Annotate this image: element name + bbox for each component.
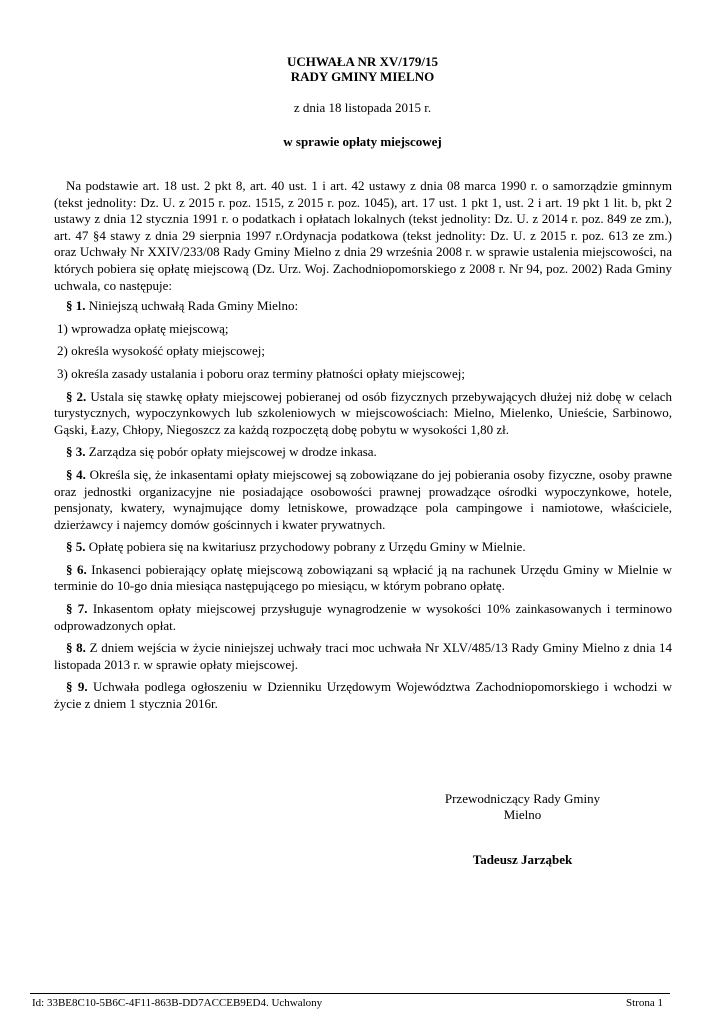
document-body [54,178,672,713]
section-3 [54,444,672,461]
section-5 [54,539,672,556]
section-text: Inkasenci pobierający opłatę miejscową zobowiązani są wpłacić ją na rachunek Urzędu Gminy w Mielnie w terminie do 10-go dnia miesiąca następującego po miesiącu, w którym pobrano opłatę. [54,561,673,594]
list-item: 1) wprowadza opłatę miejscową; [57,320,229,336]
signatory-role: Przewodniczący Rady Gminy [444,791,601,806]
section-label: § 3. [66,444,86,460]
section-1 [54,298,672,315]
section-label: § 7. [66,601,88,617]
legal-basis-paragraph: Na podstawie art. 18 ust. 2 pkt 8, art. 40 ust. 1 i art. 42 ustawy z dnia 08 marca 1990 r. o samorządzie gminnym (tekst jednolity: Dz. U. z 2015 r. poz. 1515, z 2015 r. poz. 1045), art. 17 ust. 1 pkt 1, ust. 2 i art. 19 pkt 1 lit. b, pkt 2 ustawy z dnia 12 stycznia 1991 r. o podatkach i opłatach lokalnych (tekst jednolity: Dz. U. z 2014 r. poz. 849 ze zm.), art. 47 §4 stawy z dnia 29 sierpnia 1997 r.Ordynacja podatkowa (tekst jednolity: Dz. U. z 2015 r. poz. 613 ze zm.) oraz Uchwały Nr XXIV/233/08 Rady Gminy Mielno z dnia 29 września 2008 r. w sprawie ustalenia miejscowości, na których pobiera się opłatę miejscową (Dz. Urz. Woj. Zachodniopomorskiego z 2008 r. Nr 94, poz. 2002) Rada Gminy uchwala, co następuje: [54,178,672,293]
section-7 [54,601,672,634]
section-text: Z dniem wejścia w życie niniejszej uchwały traci moc uchwała Nr XLV/485/13 Rady Gminy Mielno z dnia 14 listopada 2013 r. w sprawie opłaty miejscowej. [54,640,673,672]
section-label: § 9. [66,679,88,695]
section-label: § 1. [66,298,86,314]
council-name: RADY GMINY MIELNO [290,69,435,84]
section-text: Opłatę pobiera się na kwitariusz przychodowy pobrany z Urzędu Gminy w Mielnie. [88,539,526,555]
section-label: § 8. [66,640,86,656]
section-text: Ustala się stawkę opłaty miejscowej pobieranej od osób fizycznych przebywających dłużej niż dobę w celach turystycznych, wypoczynkowych lub szkoleniowych w miejscowościach: Mielno, Mielenko, Unieście, Sarbinowo, Gąski, Łazy, Chłopy, Niegoszcz za każdą rozpoczętą dobę pobytu w wysokości 1,80 zł. [54,388,673,437]
list-item: 3) określa zasady ustalania i poboru oraz terminy płatności opłaty miejscowej; [57,365,465,381]
footer-divider [30,993,670,994]
section-text: Określa się, że inkasentami opłaty miejscowej są zobowiązane do jej pobierania osoby fizyczne, osoby prawne oraz jednostki organizacyjne nie posiadające osobowości prawnej prowadzące ośrodki wypoczynkowe, hotele, pensjonaty, kwatery, wynajmujące domy letniskowe, prowadzące pola campingowe i namiotowe, właściciele, dzierżawcy i najemcy domów gościnnych i kwater prywatnych. [54,466,673,532]
resolution-title: UCHWAŁA NR XV/179/15 [287,54,438,69]
list-item: 2) określa wysokość opłaty miejscowej; [57,343,265,359]
resolution-date: z dnia 18 listopada 2015 r. [293,100,432,115]
section-8 [54,640,672,673]
document-id: Id: 33BE8C10-5B6C-4F11-863B-DD7ACCEB9ED4. Uchwalony [32,997,323,1009]
section-9 [54,679,672,712]
section-2 [54,389,672,439]
resolution-subject: w sprawie opłaty miejscowej [283,134,442,149]
section-4 [54,467,672,533]
signatory-name: Tadeusz Jarząbek [472,852,573,867]
section-text: Zarządza się pobór opłaty miejscowej w drodze inkasa. [88,444,377,460]
section-text: Uchwała podlega ogłoszeniu w Dzienniku Urzędowym Województwa Zachodniopomorskiego i wchodzi w życie z dniem 1 stycznia 2016r. [54,679,673,712]
page-number: Strona 1 [626,997,663,1009]
section-text: Niniejszą uchwałą Rada Gminy Mielno: [88,298,299,314]
section-label: § 4. [66,466,86,482]
section-label: § 5. [66,539,86,555]
section-label: § 2. [66,388,87,404]
section-text: Inkasentom opłaty miejscowej przysługuje wynagrodzenie w wysokości 10% zainkasowanych i terminowo odprowadzonych opłat. [54,601,672,633]
section-label: § 6. [66,561,87,577]
signatory-municipality: Mielno [503,807,542,822]
section-6 [54,562,672,595]
